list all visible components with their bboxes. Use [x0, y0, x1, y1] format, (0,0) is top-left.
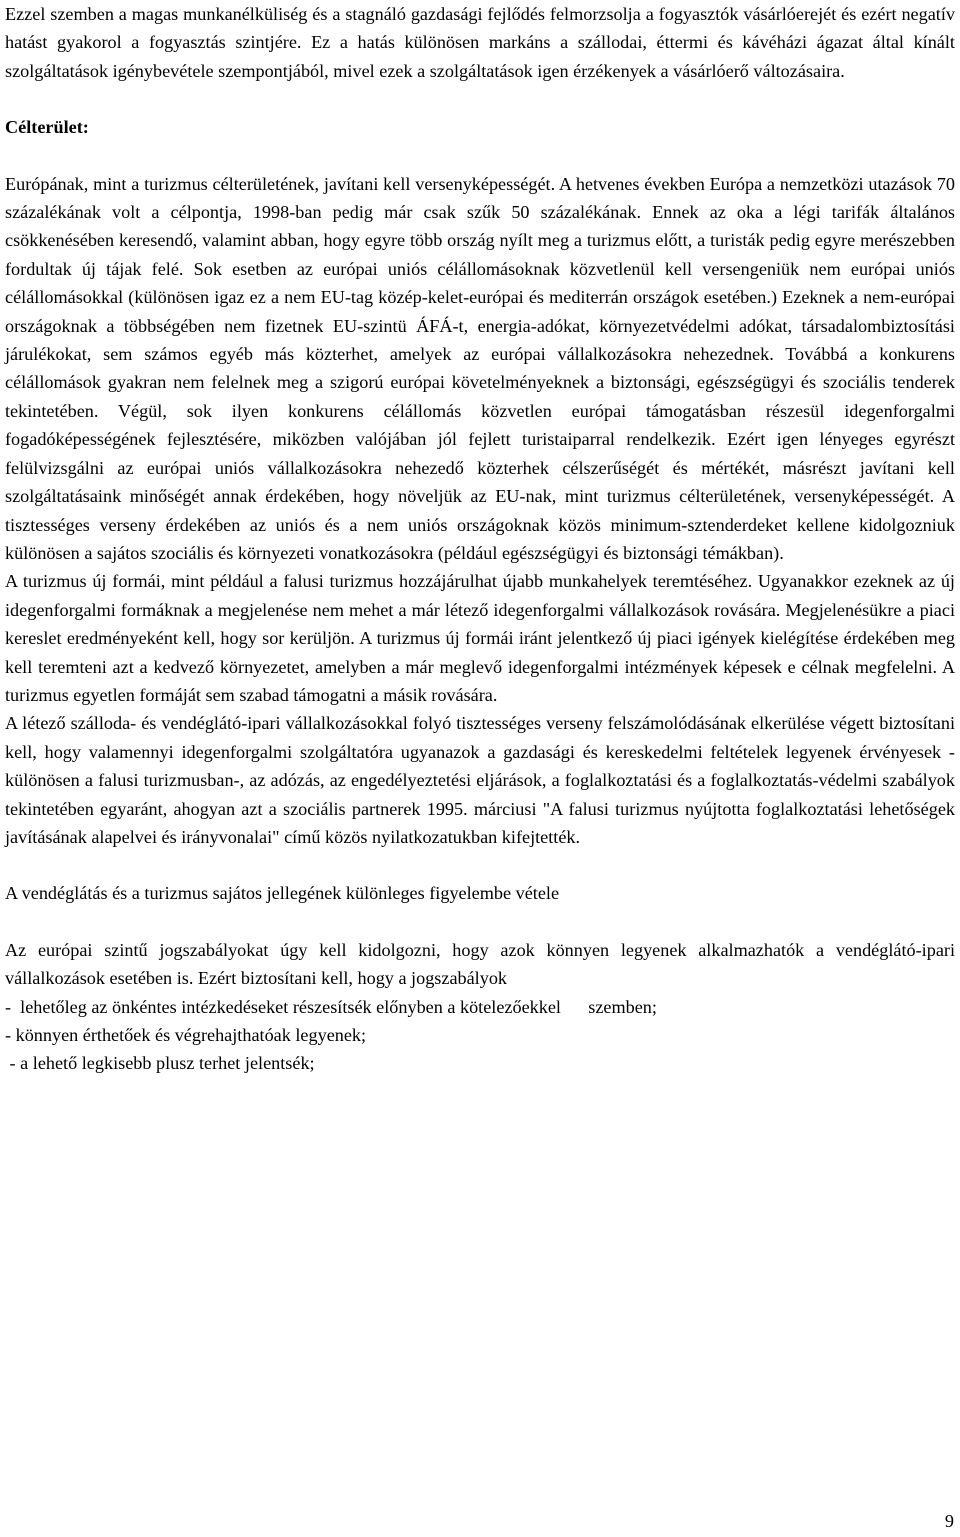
requirements-list	[5, 993, 955, 1078]
target-heading: Célterület:	[5, 117, 89, 138]
legislation-paragraph: Az európai szintű jogszabályokat úgy kell kidolgozni, hogy azok könnyen legyenek alkalmazhatók a vendéglátó-ipari vállalkozások esetében is. Ezért biztosítani kell, hogy a jogszabályok	[5, 939, 955, 989]
target-paragraph: Európának, mint a turizmus célterületének, javítani kell versenyképességét. A hetvenes években Európa a nemzetközi utazások 70 százalékának volt a célpontja, 1998-ban pedig már csak szűk 50 százalékának. Ennek az oka a légi tarifák általános csökkenésében keresendő, valamint abban, hogy egyre több ország nyílt meg a turizmus előtt, a turisták pedig egyre merészebben fordultak új tájak felé. Sok esetben az európai uniós célállomásoknak közvetlenül kell versengeniük nem európai uniós célállomásokkal (különösen igaz ez a nem EU-tag közép-kelet-európai és mediterrán országok esetében.) Ezeknek a nem-európai országoknak a többségében nem fizetnek EU-szintü ÁFÁ-t, energia-adókat, környezetvédelmi adókat, társadalombiztosítási járulékokat, sem számos egyéb más közterhet, amelyek az európai vállalkozásokra nehezednek. Továbbá a konkurens célállomások gyakran nem felelnek meg a szigorú európai követelményeknek a biztonsági, egészségügyi és szociális tenderek tekintetében. Végül, sok ilyen konkurens célállomás közvetlen európai támogatásban részesül idegenforgalmi fogadóképességének fejlesztésére, miközben valójában jól fejlett turistaiparral rendelkezik. Ezért igen lényeges egyrészt felülvizsgálni az európai uniós vállalkozásokra nehezedő közterhek célszerűségét és mértékét, másrészt javítani kell szolgáltatásaink minőségét annak érdekében, hogy növeljük az EU-nak, mint turizmus célterületének, versenyképességét. A tisztességes verseny érdekében az uniós és a nem uniós országoknak közös minimum-sztenderdeket kellene kidolgozniuk különösen a sajátos szociális és környezeti vonatkozásokra (például egészségügyi és biztonsági témákban).	[5, 173, 955, 563]
competition-paragraph: A létező szálloda- és vendéglátó-ipari vállalkozásokkal folyó tisztességes verseny felszámolódásának elkerülése végett biztosítani kell, hogy valamennyi idegenforgalmi szolgáltatóra ugyanazok a gazdasági és kereskedelmi feltételek legyenek érvényesek - különösen a falusi turizmusban-, az adózás, az engedélyeztetési eljárások, a foglalkoztatási és a foglalkoztatás-védelmi szabályok tekintetében egyaránt, ahogyan azt a szociális partnerek 1995. márciusi "A falusi turizmus nyújtotta foglalkoztatási lehetőségek javításának alapelvei és irányvonalai" című közös nyilatkozatukban kifejtették.	[5, 713, 955, 847]
list-item: - lehetőleg az önkéntes intézkedéseket részesítsék előnyben a kötelezőekkel szemben;	[5, 996, 657, 1017]
document-page	[5, 0, 955, 1078]
list-item: - a lehető legkisebb plusz terhet jelentsék;	[5, 1053, 315, 1074]
list-item: - könnyen érthetőek és végrehajthatóak legyenek;	[5, 1025, 367, 1045]
new-forms-paragraph: A turizmus új formái, mint például a falusi turizmus hozzájárulhat újabb munkahelyek teremtéséhez. Ugyanakkor ezeknek az új idegenforgalmi formáknak a megjelenése nem mehet a már létező idegenforgalmi vállalkozások rovására. Megjelenésükre a piaci kereslet eredményeként kell, hogy sor kerüljön. A turizmus új formái iránt jelentkező új piaci igények kielégítése érdekében meg kell teremteni azt a kedvező környezetet, amelyben a már meglevő idegenforgalmi intézmények képesek e célnak megfelelni. A turizmus egyetlen formáját sem szabad támogatni a másik rovására.	[5, 571, 955, 705]
intro-paragraph: Ezzel szemben a magas munkanélküliség és a stagnáló gazdasági fejlődés felmorzsolja a fogyasztók vásárlóerejét és ezért negatív hatást gyakorol a fogyasztás szintjére. Ez a hatás különösen markáns a szállodai, éttermi és kávéházi ágazat által kínált szolgáltatások igénybevétele szempontjából, mivel ezek a szolgáltatások igen érzékenyek a vásárlóerő változásaira.	[5, 4, 955, 81]
page-number: 9	[944, 1511, 954, 1531]
section-heading: A vendéglátás és a turizmus sajátos jellegének különleges figyelembe vétele	[5, 883, 560, 904]
